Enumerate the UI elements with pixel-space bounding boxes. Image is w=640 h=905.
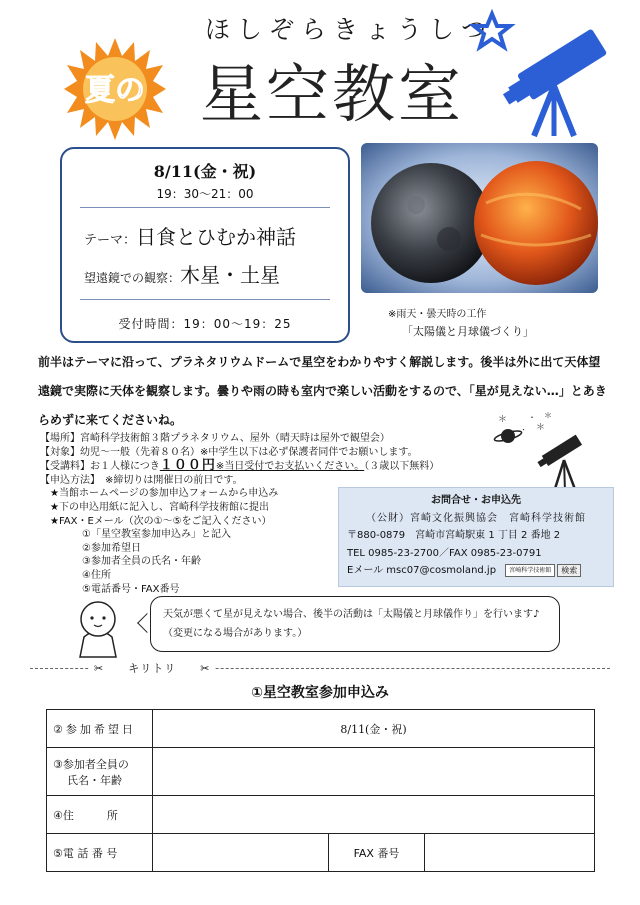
search-widget [505, 564, 581, 577]
sun-globe [474, 161, 598, 285]
svg-text:・: ・ [528, 413, 536, 422]
fax-label: FAX 番号 [329, 834, 425, 872]
apply-item: ③参加者全員の氏名・年齢 [82, 556, 201, 568]
apply-method-2: ★下の申込用紙に記入し、宮崎科学技術館に提出 [50, 501, 269, 513]
theme-label: テーマ： [84, 233, 137, 248]
apply-item: ②参加希望日 [82, 542, 141, 554]
event-time: 19：30〜21：00 [156, 187, 254, 201]
date-value: 8/11(金・祝) [153, 710, 595, 748]
event-date: 8/11(金・祝) [153, 162, 257, 181]
form-title: ①星空教室参加申込み [251, 685, 389, 701]
reception-time: 受付時間：19：00〜19：25 [118, 317, 292, 331]
date-label: ②参加希望日 [47, 710, 153, 748]
phone-field[interactable] [153, 834, 329, 872]
form-row-date [47, 710, 595, 748]
svg-text:・: ・ [520, 426, 527, 434]
fee-amount: １００円 [159, 458, 216, 474]
star-icon [474, 14, 510, 47]
fee-free-note: （３歳以下無料） [364, 461, 440, 473]
contact-title: お問合せ・お申込先 [431, 495, 521, 506]
detail-target: 【対象】幼児～一般（先着８０名）※中学生以下は必ず保護者同伴でお願いします。 [40, 446, 418, 458]
fee-emphasis [159, 458, 365, 474]
divider [80, 299, 330, 300]
speech-bubble: 天気が悪くて星が見えない場合、後半の活動は「太陽儀と月球儀作り」を行います♪（変更になる場合があります。） [150, 596, 560, 652]
contact-box [338, 487, 614, 587]
fee-payment-note: ※当日受付でお支払いください。 [215, 461, 365, 473]
rain-note: ※雨天・曇天時の工作 [388, 309, 487, 320]
title-reading: ほしぞらきょうしつ [205, 15, 494, 44]
apply-method-1: ★当館ホームページの参加申込フォームから申込み [50, 488, 279, 500]
apply-method-3: ★FAX・Eメール（次の①～⑤をご記入ください） [50, 515, 272, 527]
apply-item: ④住所 [82, 569, 111, 581]
rain-craft: 「太陽儀と月球儀づくり」 [402, 325, 534, 338]
apply-item: ①「星空教室参加申込み」と記入 [82, 529, 231, 541]
phone-label: ⑤電 話 番 号 [47, 834, 153, 872]
globe-photo [361, 143, 598, 293]
form-row-phone [47, 834, 595, 872]
address-label: ④住 所 [47, 796, 153, 834]
svg-text:＊: ＊ [498, 415, 508, 425]
apply-item: ⑤電話番号・FAX番号 [82, 583, 180, 595]
summer-sun-badge [62, 36, 168, 142]
detail-fee [40, 459, 439, 474]
event-observe [84, 259, 280, 288]
contact-email[interactable]: Eメール msc07@cosmoland.jp [347, 565, 497, 576]
mascot-icon [72, 597, 124, 659]
contact-email-row [347, 562, 605, 580]
names-label [47, 748, 153, 796]
form-row-names [47, 748, 595, 796]
theme-value: 日食とひむか神話 [136, 225, 297, 249]
application-form [46, 709, 595, 872]
divider [80, 207, 330, 208]
telescope-icon [462, 8, 622, 138]
detail-apply: 【申込方法】 ※締切りは開催日の前日です。 [40, 474, 243, 486]
event-theme [84, 221, 296, 250]
svg-text:＊: ＊ [536, 423, 546, 433]
contact-org: （公財）宮崎文化振興協会 宮崎科学技術館 [366, 512, 586, 524]
form-row-address [47, 796, 595, 834]
svg-text:＊: ＊ [544, 412, 552, 420]
stargazing-icon [488, 412, 588, 494]
contact-address: 〒880-0879 宮崎市宮崎駅東 1 丁目 2 番地 2 [347, 530, 561, 541]
moon-globe [371, 163, 491, 283]
cut-label: ✂ キリトリ ✂ [90, 660, 214, 676]
names-label-line2: 氏名・年齢 [67, 773, 122, 787]
address-field[interactable] [153, 796, 595, 834]
fee-label: 【受講料】お１人様につき [40, 461, 160, 473]
observe-label: 望遠鏡での観察： [84, 271, 181, 285]
contact-tel: TEL 0985-23-2700／FAX 0985-23-0791 [347, 547, 542, 559]
event-description: 前半はテーマに沿って、プラネタリウムドームで星空をわかりやすく解説します。後半は外に出て天体望遠鏡で実際に天体を観察します。曇りや雨の時も室内で楽しい活動をするので、「星が見えない…」とあきらめずに来てくださいね。 [38, 355, 607, 427]
names-field[interactable] [153, 748, 595, 796]
page-title: 星空教室 [200, 58, 464, 131]
observe-value: 木星・土星 [180, 263, 281, 287]
event-info-box [60, 147, 350, 343]
search-button[interactable]: 検索 [557, 564, 581, 577]
detail-place: 【場所】宮崎科学技術館３階プラネタリウム、屋外（晴天時は屋外で観望会） [40, 433, 390, 444]
fax-field[interactable] [425, 834, 595, 872]
names-label-line1: ③参加者全員の [53, 757, 129, 771]
summer-badge-text: 夏の [85, 73, 145, 108]
search-input[interactable]: 宮崎科学技術館 [505, 564, 555, 577]
